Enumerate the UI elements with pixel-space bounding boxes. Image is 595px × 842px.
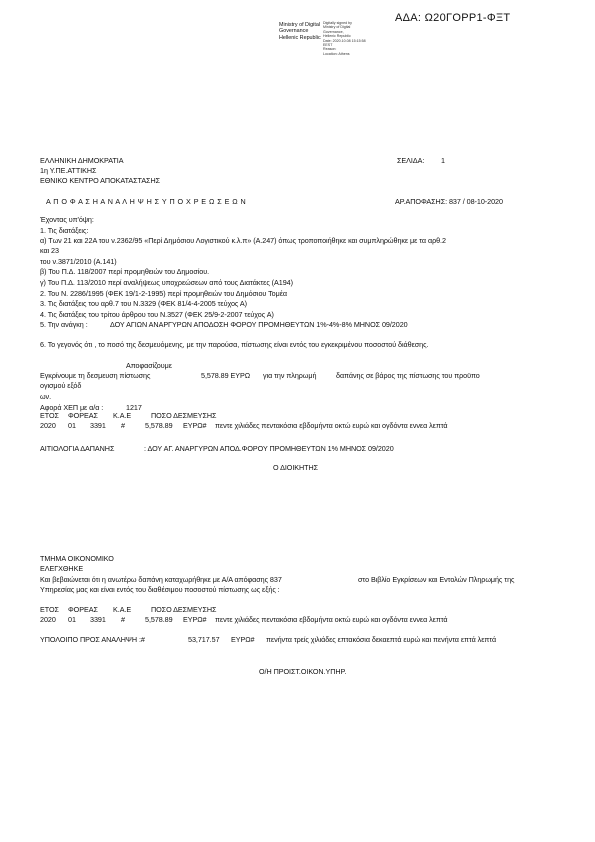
finance-within: Υπηρεσίας μας και είναι εντός του διαθέσιμου ποσοστού πίστωσης ως εξής : xyxy=(40,585,280,594)
table2-header-kae: Κ.Α.Ε xyxy=(113,605,132,614)
remaining-label: ΥΠΟΛΟΙΠΟ ΠΡΟΣ ΑΝΑΛΗΨΗ :# xyxy=(40,635,145,644)
table1-cell-hash: # xyxy=(121,421,125,430)
finance-certify-cont: στο Βιβλίο Εγκρίσεων και Εντολών Πληρωμής της xyxy=(358,575,515,584)
ministry-block xyxy=(279,22,321,41)
decision-number: ΑΡ.ΑΠΟΦΑΣΗΣ: 837 / 08-10-2020 xyxy=(395,197,503,206)
clause-1a-cont2: του ν.3871/2010 (Α.141) xyxy=(40,257,117,266)
clause-5-text: ΔΟΥ ΑΓΙΩΝ ΑΝΑΡΓΥΡΩΝ ΑΠΟΔΟΣΗ ΦΟΡΟΥ ΠΡΟΜΗΘΕΥΤΩΝ 1%-4%-8% ΜΗΝΟΣ 09/2020 xyxy=(110,320,408,329)
finance-dept: ΤΜΗΜΑ ΟΙΚΟΝΟΜΙΚΟ xyxy=(40,554,114,563)
director-title: Ο ΔΙΟΙΚΗΤΗΣ xyxy=(273,463,319,472)
page-label: ΣΕΛΙΔΑ: xyxy=(397,156,425,165)
clause-2: 2. Του Ν. 2286/1995 (ΦΕΚ 19/1-2-1995) περί προμηθειών του Δημόσιου Τομέα xyxy=(40,289,287,298)
page-number: 1 xyxy=(441,156,445,165)
finance-certify: Και βεβαιώνεται ότι η ανωτέρω δαπάνη καταχωρήθηκε με Α/Α απόφασης 837 xyxy=(40,575,282,584)
table1-cell-words: πεντε χιλιάδες πεντακόσια εβδομήντα οκτώ ευρώ και ογδόντα εννεα λεπτά xyxy=(215,421,448,430)
table2-header-year: ΕΤΟΣ xyxy=(40,605,59,614)
clause-5-label: 5. Την ανάγκη : xyxy=(40,320,88,329)
org-line-3: ΕΘΝΙΚΟ ΚΕΝΤΡΟ ΑΠΟΚΑΤΑΣΤΑΣΗΣ xyxy=(40,176,160,185)
table2-cell-year: 2020 xyxy=(40,615,56,624)
justification-text: : ΔΟΥ ΑΓ. ΑΝΑΡΓΥΡΩΝ ΑΠΟΔ.ΦΟΡΟΥ ΠΡΟΜΗΘΕΥΤΩΝ 1% ΜΗΝΟΣ 09/2020 xyxy=(144,444,394,453)
ada-code: ΑΔΑ: Ω20ΓΟΡΡ1-ΦΞΤ xyxy=(395,12,511,24)
clause-1: 1. Τις διατάξεις: xyxy=(40,226,89,235)
clause-3: 3. Τις διατάξεις του αρθ.7 του Ν.3329 (ΦΕΚ 81/4-4-2005 τεύχος Α) xyxy=(40,299,247,308)
approve-amount: 5,578.89 ΕΥΡΩ xyxy=(201,371,251,380)
table2-cell-agency: 01 xyxy=(68,615,76,624)
signature-line: Location: Athens xyxy=(323,51,350,56)
signature-line: Ministry of Digital xyxy=(323,25,351,30)
considering-heading: Έχοντας υπ'όψη: xyxy=(40,215,94,224)
table1-header-year: ΕΤΟΣ xyxy=(40,411,59,420)
ministry-line: Hellenic Republic xyxy=(279,34,321,41)
decide-heading: Αποφασίζουμε xyxy=(126,361,172,370)
remaining-words: πενήντα τρείς χιλιάδες επτακόσια δεκαεπτά ευρώ και πενήντα επτά λεπτά xyxy=(266,635,497,644)
approve-payment: για την πληρωμή xyxy=(263,371,317,380)
xep-label: Αφορά ΧΕΠ με α/α : xyxy=(40,403,104,412)
signature-line: Date: 2020.10.08 15:15:58 xyxy=(323,38,366,43)
digital-signature-block xyxy=(323,21,366,56)
table1-header-agency: ΦΟΡΕΑΣ xyxy=(68,411,98,420)
clause-4: 4. Τις διατάξεις του τρίτου άρθρου του Ν.3527 (ΦΕΚ 25/9-2-2007 τεύχος Α) xyxy=(40,310,274,319)
table2-cell-unit: ΕΥΡΩ# xyxy=(183,615,207,624)
table1-header-kae: Κ.Α.Ε xyxy=(113,411,132,420)
signature-line: Governance, xyxy=(323,29,344,34)
signature-line: EEST xyxy=(323,43,333,48)
remaining-unit: ΕΥΡΩ# xyxy=(231,635,255,644)
clause-1a: α) Των 21 και 22Α του ν.2362/95 «Περί Δημόσιου Λογιστικού κ.λ.π» (Α.247) όπως τροποποιήθηκε και συμπληρώθηκε με τα αρθ.2 xyxy=(40,236,446,245)
clause-6: 6. Το γεγονός ότι , το ποσό της δεσμευόμενης, με την παρούσα, πίστωσης είναι εντός του εγκεκριμένου ποσοστού διάθεσης. xyxy=(40,340,429,349)
approve-budget-end: ων. xyxy=(40,392,52,401)
clause-1a-cont: και 23 xyxy=(40,246,59,255)
table2-cell-hash: # xyxy=(121,615,125,624)
table2-cell-amount: 5,578.89 xyxy=(145,615,173,624)
table2-cell-words: πεντε χιλιάδες πεντακόσια εβδομήντα οκτώ ευρώ και ογδόντα εννεα λεπτά xyxy=(215,615,448,624)
xep-number: 1217 xyxy=(126,403,142,412)
clause-1b: β) Του Π.Δ. 118/2007 περί προμηθειών του Δημοσίου. xyxy=(40,267,210,276)
table1-cell-kae: 3391 xyxy=(90,421,106,430)
signature-line: Hellenic Republic xyxy=(323,34,351,39)
approve-text: Εγκρίνουμε τη δεσμευση πίστωσης xyxy=(40,371,151,380)
table1-cell-agency: 01 xyxy=(68,421,76,430)
table1-cell-year: 2020 xyxy=(40,421,56,430)
ministry-line: Ministry of Digital xyxy=(279,22,321,28)
signature-line: Digitally signed by xyxy=(323,21,352,25)
clause-1c: γ) Του Π.Δ. 113/2010 περί αναλήψεως υποχρεώσεων από τους Διατάκτες (Α194) xyxy=(40,278,293,287)
table1-cell-unit: ΕΥΡΩ# xyxy=(183,421,207,430)
table2-header-agency: ΦΟΡΕΑΣ xyxy=(68,605,98,614)
remaining-amount: 53,717.57 xyxy=(188,635,220,644)
document-title: Α Π Ο Φ Α Σ Η Α Ν Α Λ Η Ψ Η Σ Υ Π Ο Χ Ρ Ε Ω Σ Ε Ω Ν xyxy=(46,197,246,206)
org-line-1: ΕΛΛΗΝΙΚΗ ΔΗΜΟΚΡΑΤΙΑ xyxy=(40,156,124,165)
approve-budget-cont: ογισμού εξόδ xyxy=(40,381,82,390)
finance-checked: ΕΛΕΓΧΘΗΚΕ xyxy=(40,564,84,573)
org-line-2: 1η Υ.ΠΕ.ΑΤΤΙΚΗΣ xyxy=(40,166,97,175)
signature-line: Reason: xyxy=(323,47,337,52)
table2-header-amount: ΠΟΣΟ ΔΕΣΜΕΥΣΗΣ xyxy=(151,605,217,614)
approve-budget: δαπάνης σε βάρος της πίστωσης του προϋπο xyxy=(336,371,480,380)
table2-cell-kae: 3391 xyxy=(90,615,106,624)
finance-head-title: Ο/Η ΠΡΟΙΣΤ.ΟΙΚΟΝ.ΥΠΗΡ. xyxy=(259,667,347,676)
table1-cell-amount: 5,578.89 xyxy=(145,421,173,430)
table1-header-amount: ΠΟΣΟ ΔΕΣΜΕΥΣΗΣ xyxy=(151,411,217,420)
justification-label: ΑΙΤΙΟΛΟΓΙΑ ΔΑΠΑΝΗΣ xyxy=(40,444,115,453)
ministry-line: Governance xyxy=(279,28,309,35)
